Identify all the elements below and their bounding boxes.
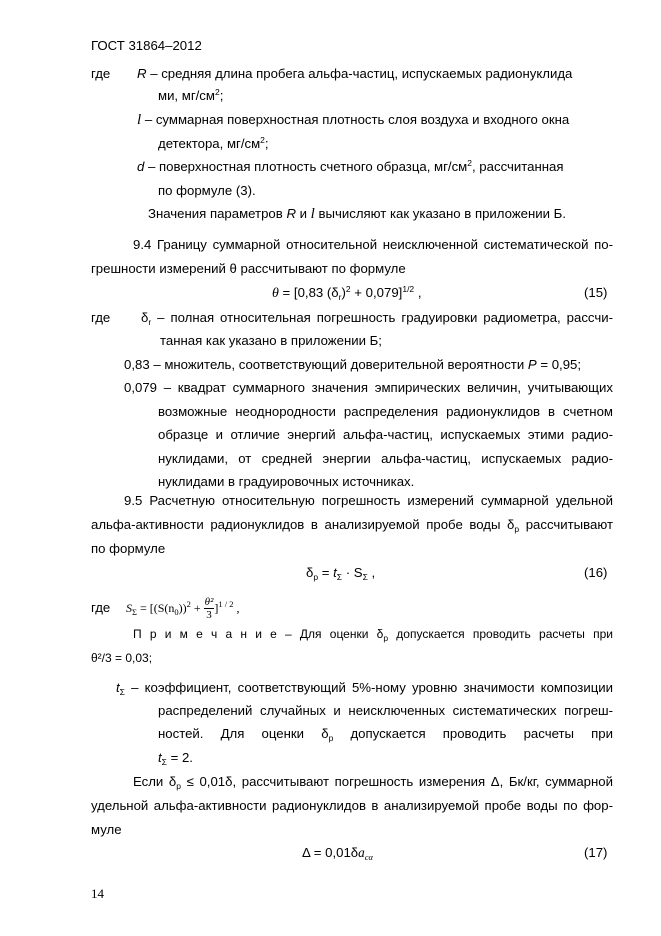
formula-17: $\Delta = 0,01\delta a_{c\alpha}$ xyxy=(302,845,373,862)
section-9-4-line1: 9.4 Границу суммарной относительной неисключенной систематической по- xyxy=(133,237,613,252)
def-079-line4: нуклидами, от средней энергии альфа-частиц, испускаемых радио- xyxy=(158,451,613,466)
def-d-cont: по формуле (3). xyxy=(158,183,256,198)
def-083: 0,83 – множитель, соответствующий доверительной вероятности P = 0,95; xyxy=(124,357,582,372)
eq-number-15: (15) xyxy=(584,285,608,300)
formula-16: $\delta_p = t_\Sigma \cdot S_\Sigma$ , xyxy=(306,565,376,582)
section-9-5-line2: альфа-активности радионуклидов в анализируемой пробе воды $\delta_p$ рассчитывают xyxy=(91,517,613,534)
section-9-5-line1: 9.5 Расчетную относительную погрешность измерений суммарной удельной xyxy=(124,493,613,508)
def-079-line1: 0,079 – квадрат суммарного значения эмпирических величин, учитывающих xyxy=(124,380,613,395)
formula-15: θ = [0,83 $(\delta_r)^2 + 0,079]^{1/2}$ , xyxy=(272,284,422,302)
final-line2: удельной альфа-активности радионуклидов в анализируемой пробе воды по фор- xyxy=(91,798,613,813)
def-t-sigma: $t_\Sigma$ – коэффициент, соответствующий 5%-ному уровню значимости композиции xyxy=(116,680,613,697)
theta-fraction: $\frac{\text{θ²}}{3}$ xyxy=(204,596,214,622)
def-079-line5: нуклидами в градуировочных источниках. xyxy=(158,474,415,489)
def-delta-r-cont: танная как указано в приложении Б; xyxy=(160,333,382,348)
def-t-line3: ностей. Для оценки $\delta_р$ допускается проводить расчеты при xyxy=(158,726,613,743)
section-9-4-line2: грешности измерений θ рассчитывают по формуле xyxy=(91,261,406,276)
def-079-line3: образце и отличие энергий альфа-частиц, испускаемых этими радио- xyxy=(158,427,613,442)
note-line1: П р и м е ч а н и е – Для оценки $\delta_р$ допускается проводить расчеты при xyxy=(133,627,613,643)
def-d: d – поверхностная плотность счетного образца, $мг/см^2$, рассчитанная xyxy=(137,158,564,174)
where-label: где xyxy=(91,66,111,81)
values-sentence: Значения параметров R и l вычисляют как указано в приложении Б. xyxy=(148,206,566,222)
final-line3: муле xyxy=(91,822,122,837)
def-t-line2: распределений случайных и неисключенных систематических погреш- xyxy=(158,703,613,718)
section-9-5-line3: по формуле xyxy=(91,541,166,556)
eq-number-17: (17) xyxy=(584,845,608,860)
def-R-cont: ми, $мг/см^2$; xyxy=(158,87,224,103)
standard-header: ГОСТ 31864–2012 xyxy=(91,38,202,53)
final-line1: Если $\delta_р \le 0,01\delta$, рассчитывают погрешность измерения Δ, Бк/кг, суммарной xyxy=(133,774,614,791)
def-l: l – суммарная поверхностная плотность слоя воздуха и входного окна xyxy=(137,112,570,128)
where-label-3: где xyxy=(91,600,111,615)
def-t-line4: $t_\Sigma = 2$. xyxy=(158,750,193,767)
where-label-2: где xyxy=(91,310,111,325)
def-l-cont: детектора, $мг/см^2$; xyxy=(158,135,269,151)
def-delta-r: $\delta_r$ – полная относительная погрешность градуировки радиометра, рассчи- xyxy=(141,310,613,327)
page-number: 14 xyxy=(91,886,104,901)
def-R: R – средняя длина пробега альфа-частиц, испускаемых радионуклида xyxy=(137,66,573,81)
def-079-line2: возможные неоднородности распределения радионуклидов в счетном xyxy=(158,404,613,419)
note-line2: θ²/3 = 0,03; xyxy=(91,651,153,665)
eq-number-16: (16) xyxy=(584,565,608,580)
formula-S-sigma: $S_\Sigma = [(S(n_0))^2$ + $\frac{\text{θ²}}{3}$ ]$^{1 / 2}$ , xyxy=(126,596,240,622)
